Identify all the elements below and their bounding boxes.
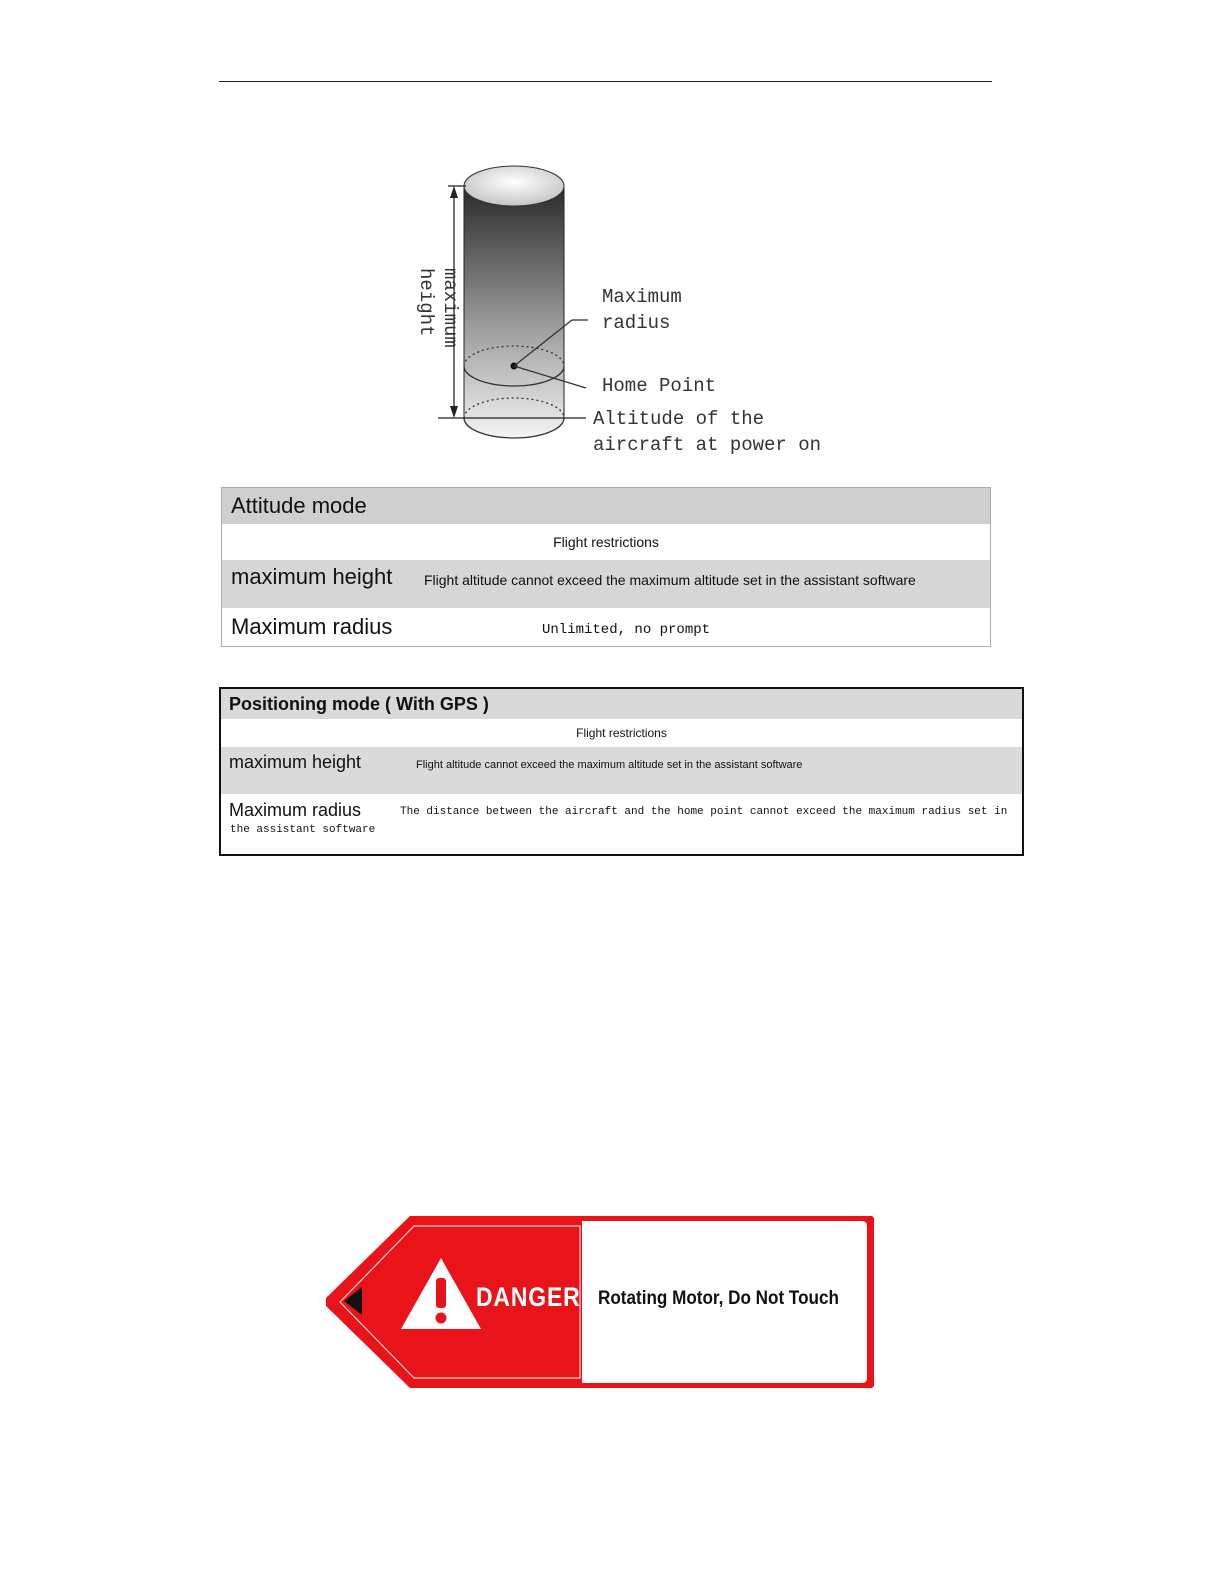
row-label: maximum height bbox=[229, 752, 362, 772]
table-subheader: Flight restrictions bbox=[576, 726, 667, 740]
row-label: maximum height bbox=[231, 564, 393, 589]
flight-limits-diagram bbox=[380, 160, 840, 470]
row-value: The distance between the aircraft and the home point cannot exceed the maximum radius set in bbox=[400, 806, 1008, 818]
row-label: Maximum radius bbox=[231, 614, 393, 639]
cylinder-body bbox=[464, 186, 564, 438]
cylinder-top bbox=[464, 166, 564, 206]
table-title: Positioning mode ( With GPS ) bbox=[221, 689, 1022, 719]
table-title: Attitude mode bbox=[222, 488, 990, 524]
row-label: Maximum radius bbox=[229, 800, 362, 820]
danger-sign bbox=[324, 1214, 876, 1390]
danger-word: DANGER bbox=[476, 1282, 581, 1312]
max-radius-label: Maximum radius bbox=[602, 286, 682, 334]
header-rule bbox=[219, 81, 992, 82]
attitude-mode-table bbox=[221, 487, 991, 647]
max-height-label: maximum height bbox=[415, 268, 461, 348]
home-point-label: Home Point bbox=[602, 375, 717, 397]
row-value: Flight altitude cannot exceed the maximum altitude set in the assistant software bbox=[416, 759, 803, 771]
table-row bbox=[222, 560, 990, 608]
row-value-continued: the assistant software bbox=[230, 824, 376, 836]
table-row bbox=[221, 747, 1022, 794]
table-row bbox=[222, 608, 990, 646]
row-value: Flight altitude cannot exceed the maximum altitude set in the assistant software bbox=[424, 572, 916, 588]
danger-message: Rotating Motor, Do Not Touch bbox=[598, 1288, 839, 1309]
table-row bbox=[221, 794, 1022, 854]
altitude-power-on-label: Altitude of the aircraft at power on bbox=[593, 408, 822, 456]
table-subheader: Flight restrictions bbox=[222, 524, 990, 560]
row-value: Unlimited, no prompt bbox=[542, 622, 711, 638]
positioning-mode-table bbox=[219, 687, 1024, 856]
